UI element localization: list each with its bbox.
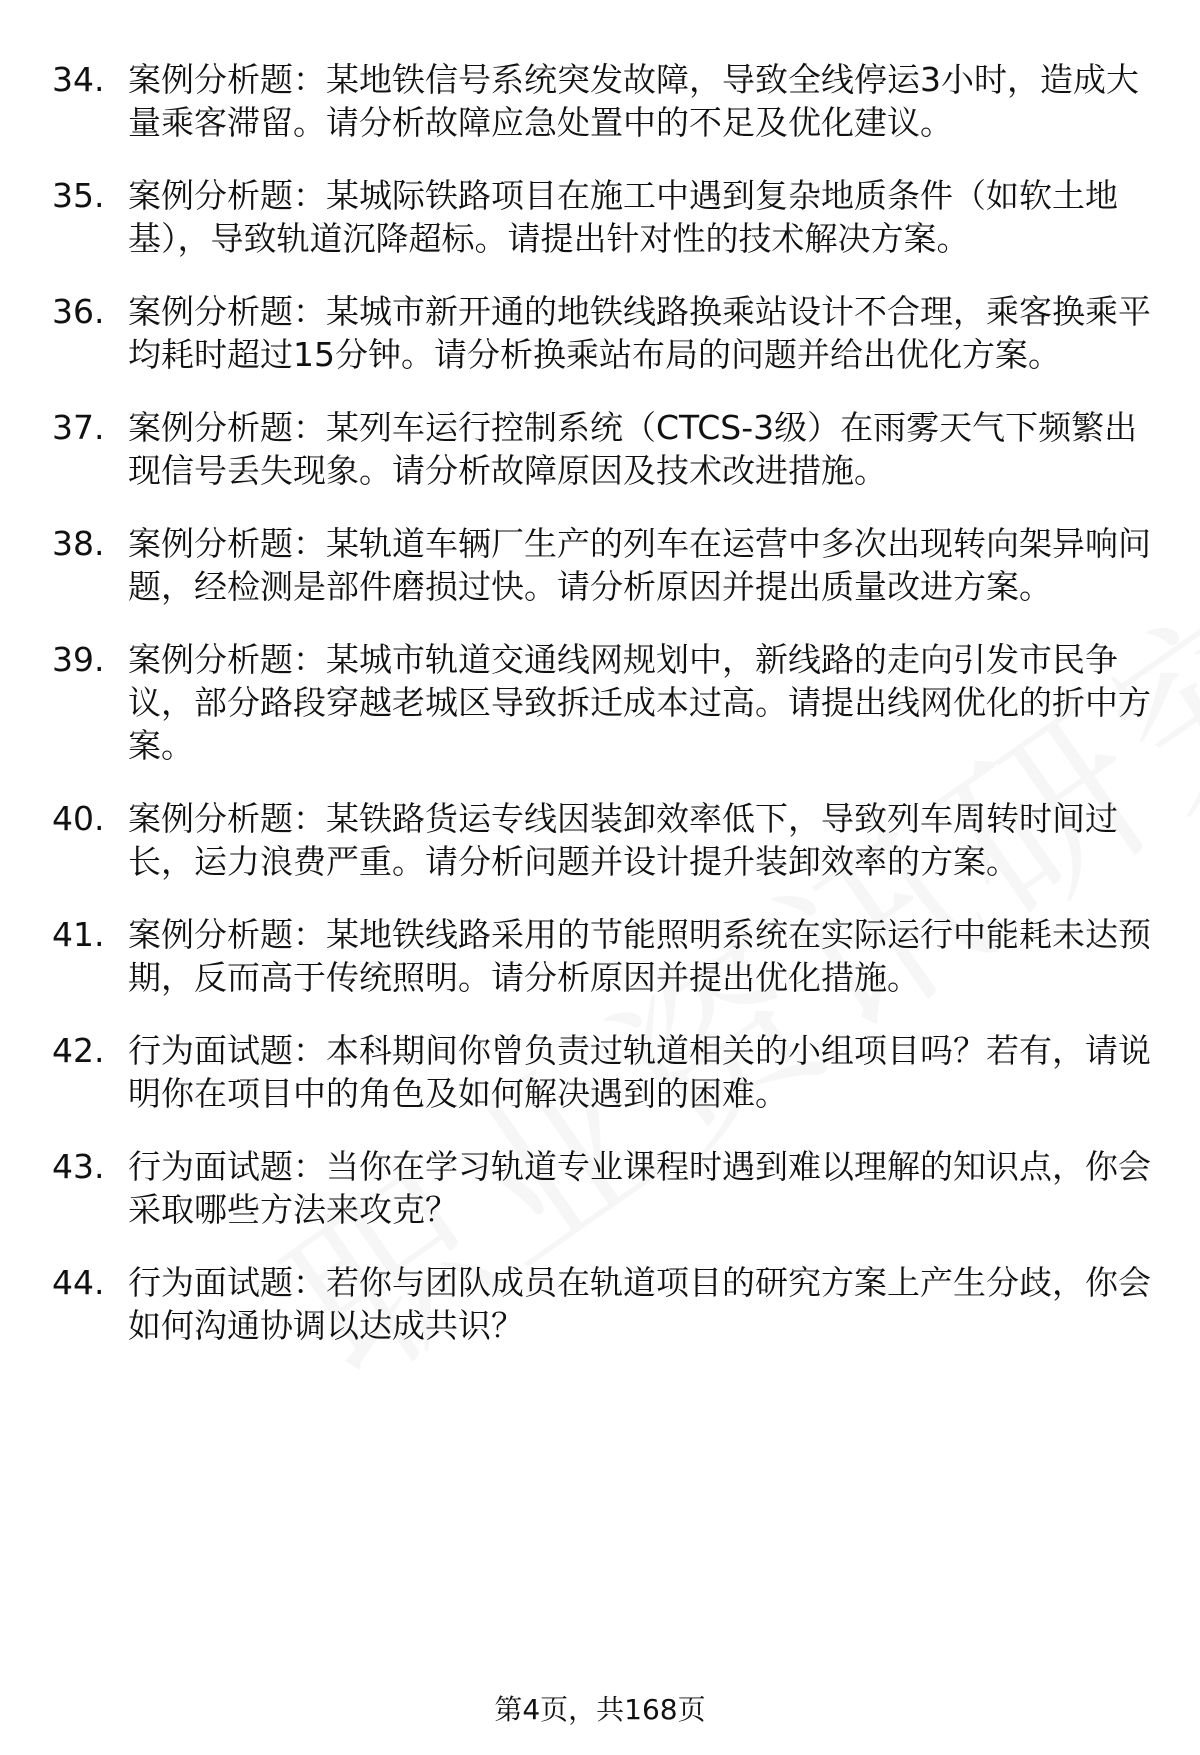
question-number: 41. — [52, 915, 105, 954]
question-number: 38. — [52, 524, 105, 563]
question-item — [52, 797, 1162, 883]
question-text: 案例分析题：某城际铁路项目在施工中遇到复杂地质条件（如软土地基），导致轨道沉降超标。请提出针对性的技术解决方案。 — [128, 176, 1118, 258]
question-text: 案例分析题：某轨道车辆厂生产的列车在运营中多次出现转向架异响问题，经检测是部件磨损过快。请分析原因并提出质量改进方案。 — [128, 524, 1151, 606]
question-text: 案例分析题：某城市轨道交通线网规划中，新线路的走向引发市民争议，部分路段穿越老城区导致拆迁成本过高。请提出线网优化的折中方案。 — [128, 640, 1151, 765]
question-number: 40. — [52, 799, 105, 838]
question-text: 行为面试题：本科期间你曾负责过轨道相关的小组项目吗？若有，请说明你在项目中的角色及如何解决遇到的困难。 — [128, 1031, 1151, 1113]
question-item — [52, 1145, 1162, 1231]
question-number: 42. — [52, 1031, 105, 1070]
question-text: 行为面试题：若你与团队成员在轨道项目的研究方案上产生分歧，你会如何沟通协调以达成共识？ — [128, 1263, 1151, 1345]
question-text: 案例分析题：某城市新开通的地铁线路换乘站设计不合理，乘客换乘平均耗时超过15分钟。请分析换乘站布局的问题并给出优化方案。 — [128, 292, 1151, 374]
question-number: 44. — [52, 1263, 105, 1302]
question-text: 案例分析题：某地铁信号系统突发故障，导致全线停运3小时，造成大量乘客滞留。请分析故障应急处置中的不足及优化建议。 — [128, 60, 1139, 142]
page-footer — [0, 1690, 1200, 1730]
question-item — [52, 638, 1162, 767]
question-number: 37. — [52, 408, 105, 447]
question-item — [52, 522, 1162, 608]
question-item — [52, 174, 1162, 260]
question-text: 案例分析题：某地铁线路采用的节能照明系统在实际运行中能耗未达预期，反而高于传统照明。请分析原因并提出优化措施。 — [128, 915, 1151, 997]
question-number: 35. — [52, 176, 105, 215]
question-item — [52, 406, 1162, 492]
question-number: 39. — [52, 640, 105, 679]
question-text: 案例分析题：某列车运行控制系统（CTCS-3级）在雨雾天气下频繁出现信号丢失现象。请分析故障原因及技术改进措施。 — [128, 408, 1138, 490]
question-number: 36. — [52, 292, 105, 331]
question-number: 34. — [52, 60, 105, 99]
page-number-label: 第4页，共168页 — [494, 1693, 706, 1726]
question-item — [52, 913, 1162, 999]
question-text: 案例分析题：某铁路货运专线因装卸效率低下，导致列车周转时间过长，运力浪费严重。请分析问题并设计提升装卸效率的方案。 — [128, 799, 1118, 881]
question-item — [52, 290, 1162, 376]
question-item — [52, 1029, 1162, 1115]
question-text: 行为面试题：当你在学习轨道专业课程时遇到难以理解的知识点，你会采取哪些方法来攻克？ — [128, 1147, 1151, 1229]
question-item — [52, 1261, 1162, 1347]
question-list — [52, 58, 1162, 1377]
question-number: 43. — [52, 1147, 105, 1186]
question-item — [52, 58, 1162, 144]
